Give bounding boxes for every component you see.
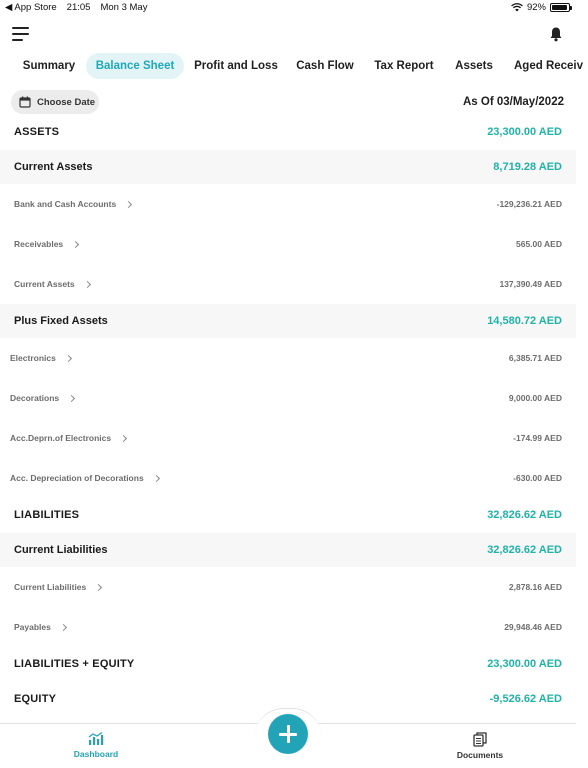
balance-row-current-liabilities[interactable] — [0, 533, 576, 567]
status-bar — [0, 0, 576, 16]
nav-dashboard[interactable] — [70, 732, 122, 759]
row-label: Acc.Deprn.of Electronics — [0, 433, 126, 443]
row-label: Receivables — [0, 239, 78, 249]
balance-row-assets[interactable] — [0, 118, 576, 146]
battery-percent: 92% — [526, 2, 546, 13]
tab-assets[interactable]: Assets — [455, 60, 493, 72]
chevron-right-icon — [72, 240, 79, 247]
row-label: Bank and Cash Accounts — [0, 199, 131, 209]
calendar-icon — [19, 96, 31, 108]
balance-row-liabilities[interactable] — [0, 501, 576, 529]
row-label: Current Assets — [0, 279, 90, 289]
tab-aged-receivables[interactable]: Aged Receiv — [514, 60, 584, 72]
row-value: 29,948.46 AED — [504, 622, 562, 632]
chevron-right-icon — [60, 623, 67, 630]
tab-profit-and-loss[interactable]: Profit and Loss — [194, 60, 278, 72]
chevron-right-icon — [84, 280, 91, 287]
row-label: LIABILITIES — [14, 509, 80, 521]
row-value: 6,385.71 AED — [508, 353, 562, 363]
row-label: Current Liabilities — [0, 582, 101, 592]
status-time: 21:05 — [66, 2, 91, 13]
balance-row-plus-fixed-assets[interactable] — [0, 304, 576, 338]
bell-icon[interactable] — [549, 26, 563, 42]
tab-cash-flow[interactable]: Cash Flow — [296, 60, 354, 72]
row-value: 2,878.16 AED — [508, 582, 562, 592]
choose-date-label: Choose Date — [37, 96, 96, 108]
balance-row-current-liabilities-detail[interactable] — [0, 573, 576, 601]
choose-date-button[interactable] — [11, 90, 99, 114]
tab-summary[interactable]: Summary — [22, 60, 76, 72]
row-value: -630.00 AED — [513, 473, 562, 483]
tab-tax-report[interactable]: Tax Report — [374, 60, 434, 72]
row-label: LIABILITIES + EQUITY — [14, 658, 135, 670]
chevron-right-icon — [95, 583, 102, 590]
chevron-right-icon — [120, 434, 127, 441]
battery-level — [552, 5, 567, 10]
row-value: 23,300.00 AED — [487, 126, 562, 138]
balance-row-electronics[interactable] — [0, 344, 576, 372]
row-label: Current Liabilities — [14, 544, 108, 556]
row-value: -129,236.21 AED — [496, 199, 562, 209]
battery-icon — [550, 3, 570, 12]
documents-icon — [473, 732, 487, 747]
row-value: 32,826.62 AED — [487, 509, 562, 521]
nav-dashboard-label: Dashboard — [73, 749, 119, 759]
row-value: 137,390.49 AED — [499, 279, 562, 289]
nav-documents-label: Documents — [456, 750, 504, 760]
status-date: Mon 3 May — [100, 2, 148, 13]
chevron-right-icon — [153, 474, 160, 481]
row-value: 32,826.62 AED — [487, 544, 562, 556]
menu-icon[interactable] — [12, 27, 29, 41]
back-to-app-store-link[interactable]: ◀ App Store — [5, 2, 57, 13]
nav-documents[interactable] — [450, 732, 510, 760]
row-label: Decorations — [0, 393, 74, 403]
balance-row-receivables[interactable] — [0, 230, 576, 258]
row-value: 8,719.28 AED — [493, 161, 562, 173]
balance-row-current-assets-detail[interactable] — [0, 270, 576, 298]
row-label: ASSETS — [14, 126, 60, 138]
row-label: Electronics — [0, 353, 71, 363]
balance-row-decorations[interactable] — [0, 384, 576, 412]
add-button[interactable] — [268, 714, 308, 754]
chevron-right-icon — [68, 394, 75, 401]
balance-row-bank-and-cash[interactable] — [0, 190, 576, 218]
row-label: Payables — [0, 622, 66, 632]
wifi-icon — [511, 3, 523, 12]
report-tabs — [0, 53, 584, 80]
row-value: 9,000.00 AED — [508, 393, 562, 403]
balance-row-acc-depreciation-decorations[interactable] — [0, 464, 576, 492]
row-value: -9,526.62 AED — [489, 693, 562, 705]
chevron-right-icon — [65, 354, 72, 361]
balance-row-acc-deprn-electronics[interactable] — [0, 424, 576, 452]
row-label: Acc. Depreciation of Decorations — [0, 473, 159, 483]
balance-row-payables[interactable] — [0, 613, 576, 641]
row-value: -174.99 AED — [513, 433, 562, 443]
row-value: 14,580.72 AED — [487, 315, 562, 327]
row-label: Current Assets — [14, 161, 93, 173]
dashboard-chart-icon — [88, 732, 104, 746]
balance-row-liabilities-plus-equity[interactable] — [0, 650, 576, 678]
row-value: 23,300.00 AED — [487, 658, 562, 670]
row-label: EQUITY — [14, 693, 57, 705]
row-value: 565.00 AED — [516, 239, 562, 249]
as-of-date: As Of 03/May/2022 — [462, 96, 564, 108]
chevron-right-icon — [125, 200, 132, 207]
row-label: Plus Fixed Assets — [14, 315, 108, 327]
balance-row-current-assets[interactable] — [0, 150, 576, 184]
tab-balance-sheet[interactable]: Balance Sheet — [86, 53, 184, 79]
